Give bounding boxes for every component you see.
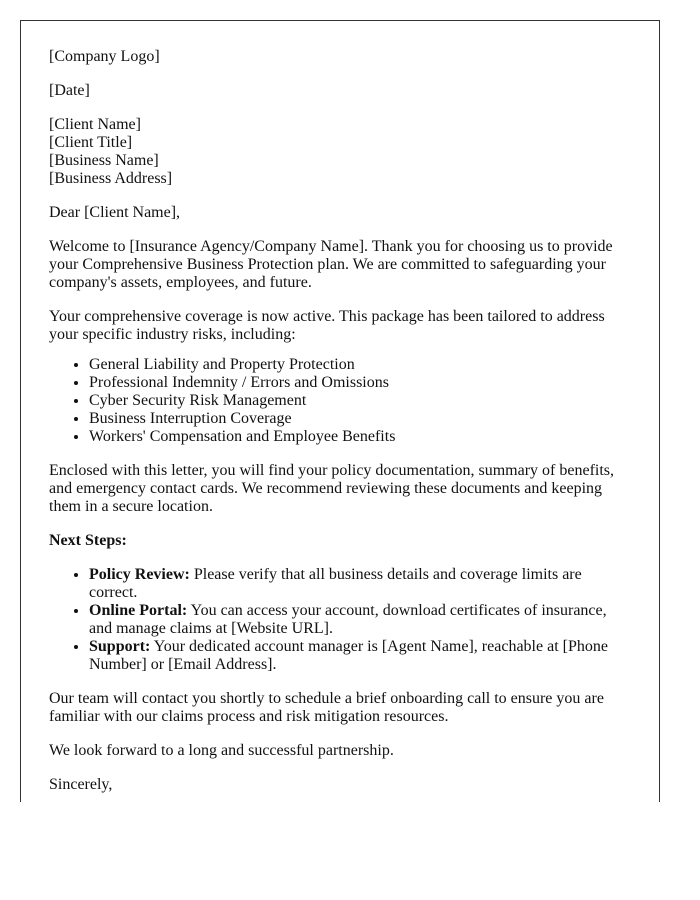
list-item: • Policy Review: Please verify that all business details and coverage limits are correct. xyxy=(89,566,629,602)
client-name: [Client Name] xyxy=(49,116,141,133)
closing-line: We look forward to a long and successful partnership. xyxy=(49,742,394,759)
onboarding-paragraph: Our team will contact you shortly to schedule a brief onboarding call to ensure you are familiar with our claims process and risk mitigation resources. xyxy=(49,690,604,725)
enclosed-paragraph: Enclosed with this letter, you will find your policy documentation, summary of benefits, and emergency contact cards. We recommend reviewing these documents and keeping them in a secure location. xyxy=(49,462,615,515)
list-item: • Workers' Compensation and Employee Benefits xyxy=(89,428,629,446)
letter-content xyxy=(49,48,629,802)
salutation: Dear [Client Name], xyxy=(49,204,181,221)
signoff: Sincerely, xyxy=(49,776,113,793)
company-logo-placeholder: [Company Logo] xyxy=(49,48,160,65)
date-placeholder: [Date] xyxy=(49,82,90,99)
business-name: [Business Name] xyxy=(49,152,159,169)
coverage-list xyxy=(49,356,629,446)
list-item: • General Liability and Property Protection xyxy=(89,356,629,374)
list-item: • Support: Your dedicated account manager is [Agent Name], reachable at [Phone Number] or [Email Address]. xyxy=(89,638,629,674)
intro-paragraph: Welcome to [Insurance Agency/Company Name]. Thank you for choosing us to provide your Comprehensive Business Protection plan. We are committed to safeguarding your company's assets, employees, and future. xyxy=(49,238,613,291)
client-title: [Client Title] xyxy=(49,134,133,151)
coverage-intro: Your comprehensive coverage is now active. This package has been tailored to address your specific industry risks, including: xyxy=(49,308,605,343)
letter-page xyxy=(20,20,660,802)
list-item: • Online Portal: You can access your account, download certificates of insurance, and manage claims at [Website URL]. xyxy=(89,602,629,638)
business-address: [Business Address] xyxy=(49,170,173,187)
next-steps-list xyxy=(49,566,629,674)
list-item: • Business Interruption Coverage xyxy=(89,410,629,428)
list-item: • Cyber Security Risk Management xyxy=(89,392,629,410)
recipient-address xyxy=(49,116,629,188)
next-steps-heading: Next Steps: xyxy=(49,532,127,549)
list-item: • Professional Indemnity / Errors and Omissions xyxy=(89,374,629,392)
